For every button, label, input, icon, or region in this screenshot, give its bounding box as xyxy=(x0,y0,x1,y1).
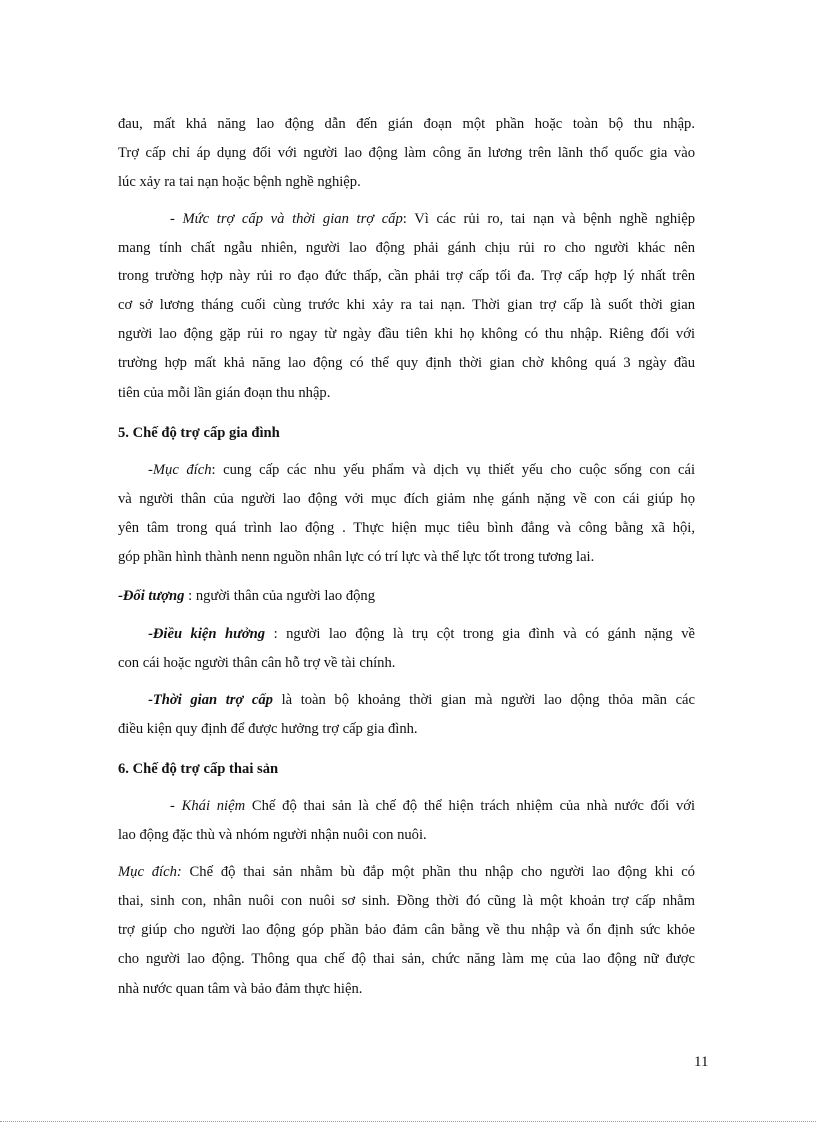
paragraph-line xyxy=(148,626,695,643)
paragraph-line: lao động đặc thù và nhóm người nhận nuôi con nuôi. xyxy=(118,827,427,843)
term-muc-tro-cap: Mức trợ cấp và thời gian trợ cấp xyxy=(182,211,403,227)
paragraph-line xyxy=(148,462,695,479)
dash: - xyxy=(148,626,153,642)
paragraph-line: nhà nước quan tâm và bảo đảm thực hiện. xyxy=(118,981,363,997)
page-bottom-divider xyxy=(0,1121,816,1122)
paragraph-line: đau, mất khả năng lao động dẫn đến gián đoạn một phần hoặc toàn bộ thu nhập. xyxy=(118,116,695,132)
term-doi-tuong: Đối tượng xyxy=(122,588,185,604)
term-dieu-kien-huong: Điều kiện hưởng xyxy=(152,626,266,642)
paragraph-line: con cái hoặc người thân cân hỗ trợ về tài chính. xyxy=(118,655,396,671)
text: : cung cấp các nhu yếu phẩm và dịch vụ thiết yếu cho cuộc sống con cái xyxy=(211,462,695,478)
paragraph-line xyxy=(170,798,695,815)
paragraph-line xyxy=(148,692,695,709)
paragraph-line: trong trường hợp này rủi ro đạo đức thấp, cần phải trợ cấp tối đa. Trợ cấp hợp lý nhất trên xyxy=(118,268,695,284)
page-number: 11 xyxy=(694,1054,709,1070)
dash: - xyxy=(170,211,183,227)
paragraph-line: cho người lao động. Thông qua chế độ thai sản, chức năng làm mẹ của lao động nữ được xyxy=(118,951,695,967)
text: : Vì các rủi ro, tai nạn và bệnh nghề nghiệp xyxy=(402,211,695,227)
term-muc-dich: Mục đích: xyxy=(118,864,182,880)
paragraph-line: tiên của mỗi lần gián đoạn thu nhập. xyxy=(118,385,331,401)
paragraph-line: và người thân của người lao động vởi mục đích giảm nhẹ gánh nặng về con cái giúp họ xyxy=(118,491,695,507)
paragraph-line: cơ sở lương tháng cuối cùng trước khi xảy ra tai nạn. Thời gian trợ cấp là suốt thời gian xyxy=(118,297,695,313)
paragraph-line: mang tính chất ngẫu nhiên, người lao động phải gánh chịu rủi ro cho người khác nên xyxy=(118,240,695,256)
paragraph-line xyxy=(118,588,375,605)
term-thoi-gian-tro-cap: Thời gian trợ cấp xyxy=(152,692,273,708)
paragraph-line: người lao động gặp rủi ro ngay từ ngày đầu tiên khi họ không có thu nhập. Riêng đối với xyxy=(118,326,695,342)
dash: - xyxy=(148,692,153,708)
text: Chế độ thai sản nhằm bù đắp một phần thu nhập cho người lao động khi có xyxy=(181,864,695,880)
dash: - xyxy=(170,798,182,814)
section-heading-5: 5. Chế độ trợ cấp gia đình xyxy=(118,425,280,441)
paragraph-line: yên tâm trong quá trình lao động . Thực hiện mục tiêu bình đẳng và công bằng xã hội, xyxy=(118,520,695,536)
paragraph-line xyxy=(170,211,695,228)
paragraph-line: trường hợp mất khả năng lao động có thể quy định thời gian chờ không quá 3 ngày đầu xyxy=(118,355,695,371)
paragraph-line: lúc xảy ra tai nạn hoặc bệnh nghề nghiệp. xyxy=(118,174,361,190)
term-khai-niem: Khái niệm xyxy=(181,798,246,814)
paragraph-line: góp phần hình thành nenn nguồn nhân lực có trí lực và thể lực tốt trong tương lai. xyxy=(118,549,595,565)
section-heading-6: 6. Chế độ trợ cấp thai sản xyxy=(118,761,279,777)
text: : người thân của người lao động xyxy=(184,588,376,604)
dash: - xyxy=(118,588,123,604)
dash: - xyxy=(148,462,153,478)
paragraph-line xyxy=(118,864,695,881)
text: Chế độ thai sản là chế độ thể hiện trách nhiệm của nhà nước đối với xyxy=(245,798,696,814)
paragraph-line: Trợ cấp chỉ áp dụng đối với người lao động làm công ăn lương trên lãnh thổ quốc gia vào xyxy=(118,145,695,161)
paragraph-line: thai, sinh con, nhân nuôi con nuôi sơ sinh. Đồng thời đó cũng là một khoản trợ cấp nhằm xyxy=(118,893,695,909)
text: là toàn bộ khoảng thời gian mà người lao dộng thỏa mãn các xyxy=(272,692,695,708)
paragraph-line: trợ giúp cho người lao động góp phần bảo đảm cân bằng về thu nhập và ổn định sức khỏe xyxy=(118,922,695,938)
term-muc-dich: Mục đích xyxy=(152,462,212,478)
text: : người lao động là trụ cột trong gia đình và có gánh nặng về xyxy=(265,626,695,642)
paragraph-line: điều kiện quy định để được hưởng trợ cấp gia đình. xyxy=(118,721,418,737)
